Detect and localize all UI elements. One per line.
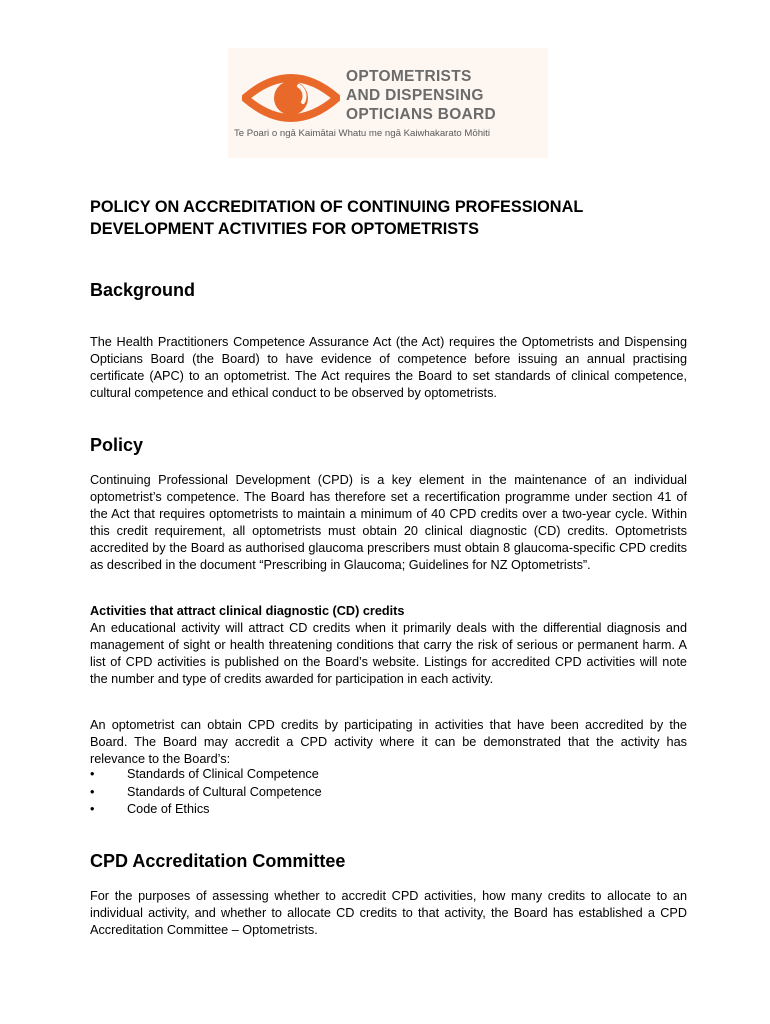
logo-text-line-3: OPTICIANS BOARD	[346, 106, 497, 123]
list-item	[90, 784, 687, 802]
policy-heading: Policy	[90, 435, 144, 455]
accreditation-paragraph: An optometrist can obtain CPD credits by participating in activities that have been accredited by the Board. The Board may accredit a CPD activity where it can be demonstrated that the activity has relevance to the Board’s:	[90, 718, 687, 766]
board-logo	[228, 48, 548, 158]
bullet-icon: •	[90, 784, 95, 799]
background-paragraph: The Health Practitioners Competence Assurance Act (the Act) requires the Optometrists and Dispensing Opticians Board (the Board) to have evidence of competence before issuing an annual practising certificate (APC) to an optometrist. The Act requires the Board to set standards of clinical competence, cultural competence and ethical conduct to be observed by optometrists.	[90, 335, 687, 400]
logo-text-line-2: AND DISPENSING	[346, 87, 484, 104]
cd-credits-paragraph: An educational activity will attract CD credits when it primarily deals with the differential diagnosis and management of sight or health threatening conditions that carry the risk of serious or permanent harm. A list of CPD activities is published on the Board’s website. Listings for accredited CPD activities will note the number and type of credits awarded for participation in each activity.	[90, 621, 687, 686]
list-item	[90, 766, 687, 784]
standards-list	[90, 766, 687, 819]
list-item-text: Standards of Clinical Competence	[127, 767, 319, 781]
logo-text-line-1: OPTOMETRISTS	[346, 68, 472, 85]
list-item-text: Code of Ethics	[127, 802, 210, 816]
bullet-icon: •	[90, 767, 95, 781]
eye-icon	[242, 66, 340, 130]
list-item-text: Standards of Cultural Competence	[127, 784, 322, 799]
document-title: POLICY ON ACCREDITATION OF CONTINUING PROFESSIONAL DEVELOPMENT ACTIVITIES FOR OPTOMETRISTS	[90, 198, 583, 238]
cd-credits-subheading: Activities that attract clinical diagnostic (CD) credits	[90, 604, 405, 618]
list-item	[90, 801, 687, 819]
bullet-icon: •	[90, 802, 95, 816]
committee-paragraph: For the purposes of assessing whether to accredit CPD activities, how many credits to allocate to an individual activity, and whether to allocate CD credits to that activity, the Board has established a CPD Accreditation Committee – Optometrists.	[90, 889, 687, 937]
background-heading: Background	[90, 280, 196, 300]
committee-heading: CPD Accreditation Committee	[90, 851, 346, 871]
policy-paragraph: Continuing Professional Development (CPD) is a key element in the maintenance of an individual optometrist’s competence. The Board has therefore set a recertification programme under section 41 of the Act that requires optometrists to maintain a minimum of 40 CPD credits over a two-year cycle. Within this credit requirement, all optometrists must obtain 20 clinical diagnostic (CD) credits. Optometrists accredited by the Board as authorised glaucoma prescribers must obtain 8 glaucoma-specific CPD credits as described in the document “Prescribing in Glaucoma; Guidelines for NZ Optometrists”.	[90, 473, 687, 572]
logo-tagline: Te Poari o ngā Kaimātai Whatu me ngā Kaiwhakarato Mōhiti	[234, 128, 490, 139]
